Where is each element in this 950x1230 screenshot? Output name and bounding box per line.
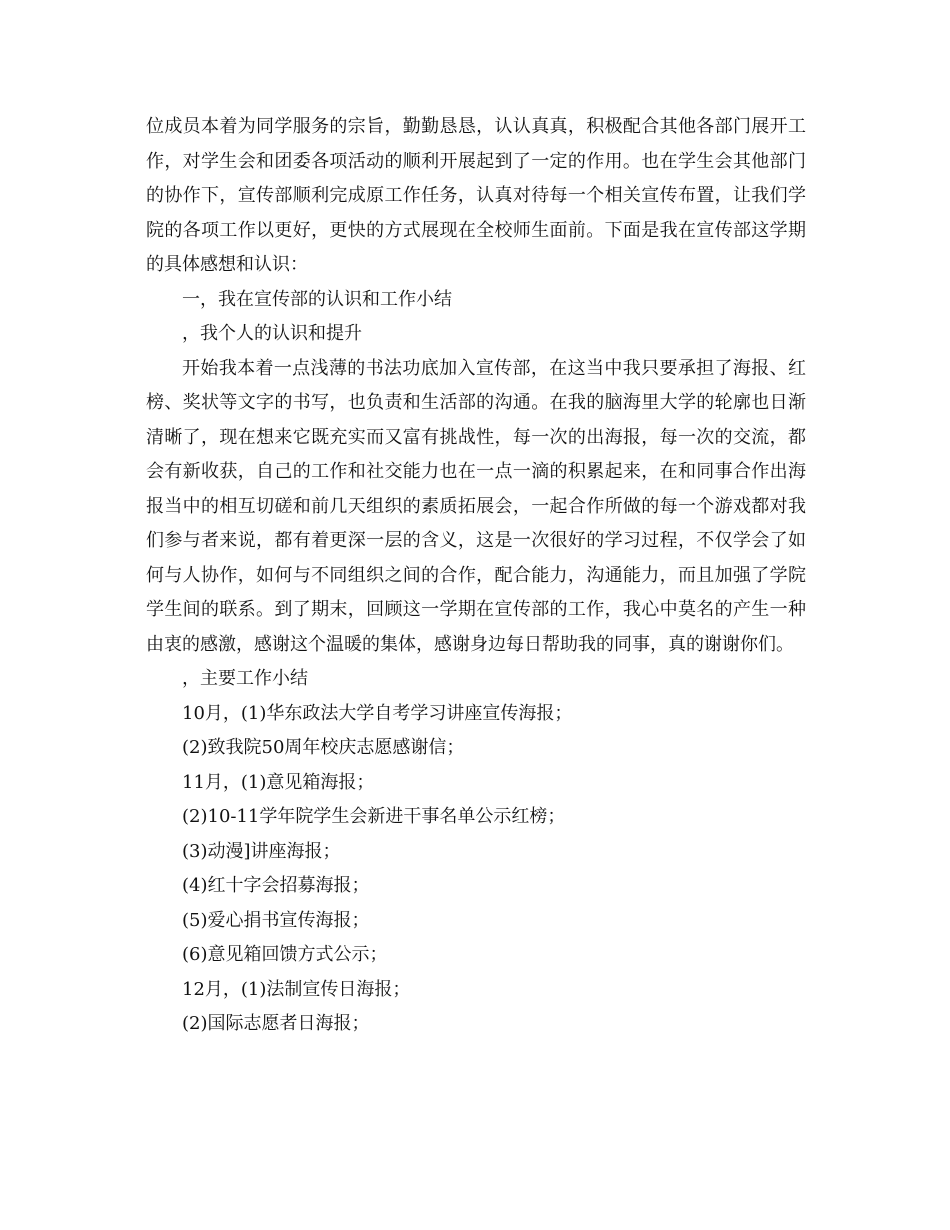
paragraph-intro-continued: 位成员本着为同学服务的宗旨，勤勤恳恳，认认真真，积极配合其他各部门展开工作，对学生会和团委各项活动的顺利开展起到了一定的作用。也在学生会其他部门的协作下，宣传部顺利完成原工作任务，认真对待每一个相关宣传布置，让我们学院的各项工作以更好，更快的方式展现在全校师生面前。下面是我在宣传部这学期的具体感想和认识： (146, 116, 806, 275)
list-item: 12月，(1)法制宣传日海报； (182, 978, 411, 1000)
list-item: (2)致我院50周年校庆志愿感谢信； (182, 737, 465, 758)
list-item: (6)意见箱回馈方式公示； (182, 944, 388, 965)
section-heading-1: 一，我在宣传部的认识和工作小结 (182, 288, 452, 310)
subsection-heading-personal: ，我个人的认识和提升 (182, 323, 362, 344)
list-item: (2)10-11学年院学生会新进干事名单公示红榜； (182, 806, 566, 827)
document-body (146, 110, 806, 1042)
list-item: 11月，(1)意见箱海报； (182, 771, 375, 793)
paragraph-personal-reflection: 开始我本着一点浅薄的书法功底加入宣传部，在这当中我只要承担了海报、红榜、奖状等文字的书写，也负责和生活部的沟通。在我的脑海里大学的轮廓也日渐清晰了，现在想来它既充实而又富有挑战性，每一次的出海报，每一次的交流，都会有新收获，自己的工作和社交能力也在一点一滴的积累起来，在和同事合作出海报当中的相互切磋和前几天组织的素质拓展会，一起合作所做的每一个游戏都对我们参与者来说，都有着更深一层的含义，这是一次很好的学习过程，不仅学会了如何与人协作，如何与不同组织之间的合作，配合能力，沟通能力，而且加强了学院学生间的联系。到了期末，回顾这一学期在宣传部的工作，我心中莫名的产生一种由衷的感激，感谢这个温暖的集体，感谢身边每日帮助我的同事，真的谢谢你们。 (146, 357, 806, 655)
subsection-heading-work-summary: ，主要工作小结 (182, 668, 308, 689)
list-item: (5)爱心捐书宣传海报； (182, 909, 370, 931)
list-item: 10月，(1)华东政法大学自考学习讲座宣传海报； (182, 702, 573, 724)
list-item: (3)动漫]讲座海报； (182, 840, 341, 862)
list-item: (2)国际志愿者日海报； (182, 1013, 370, 1034)
list-item: (4)红十字会招募海报； (182, 875, 370, 896)
